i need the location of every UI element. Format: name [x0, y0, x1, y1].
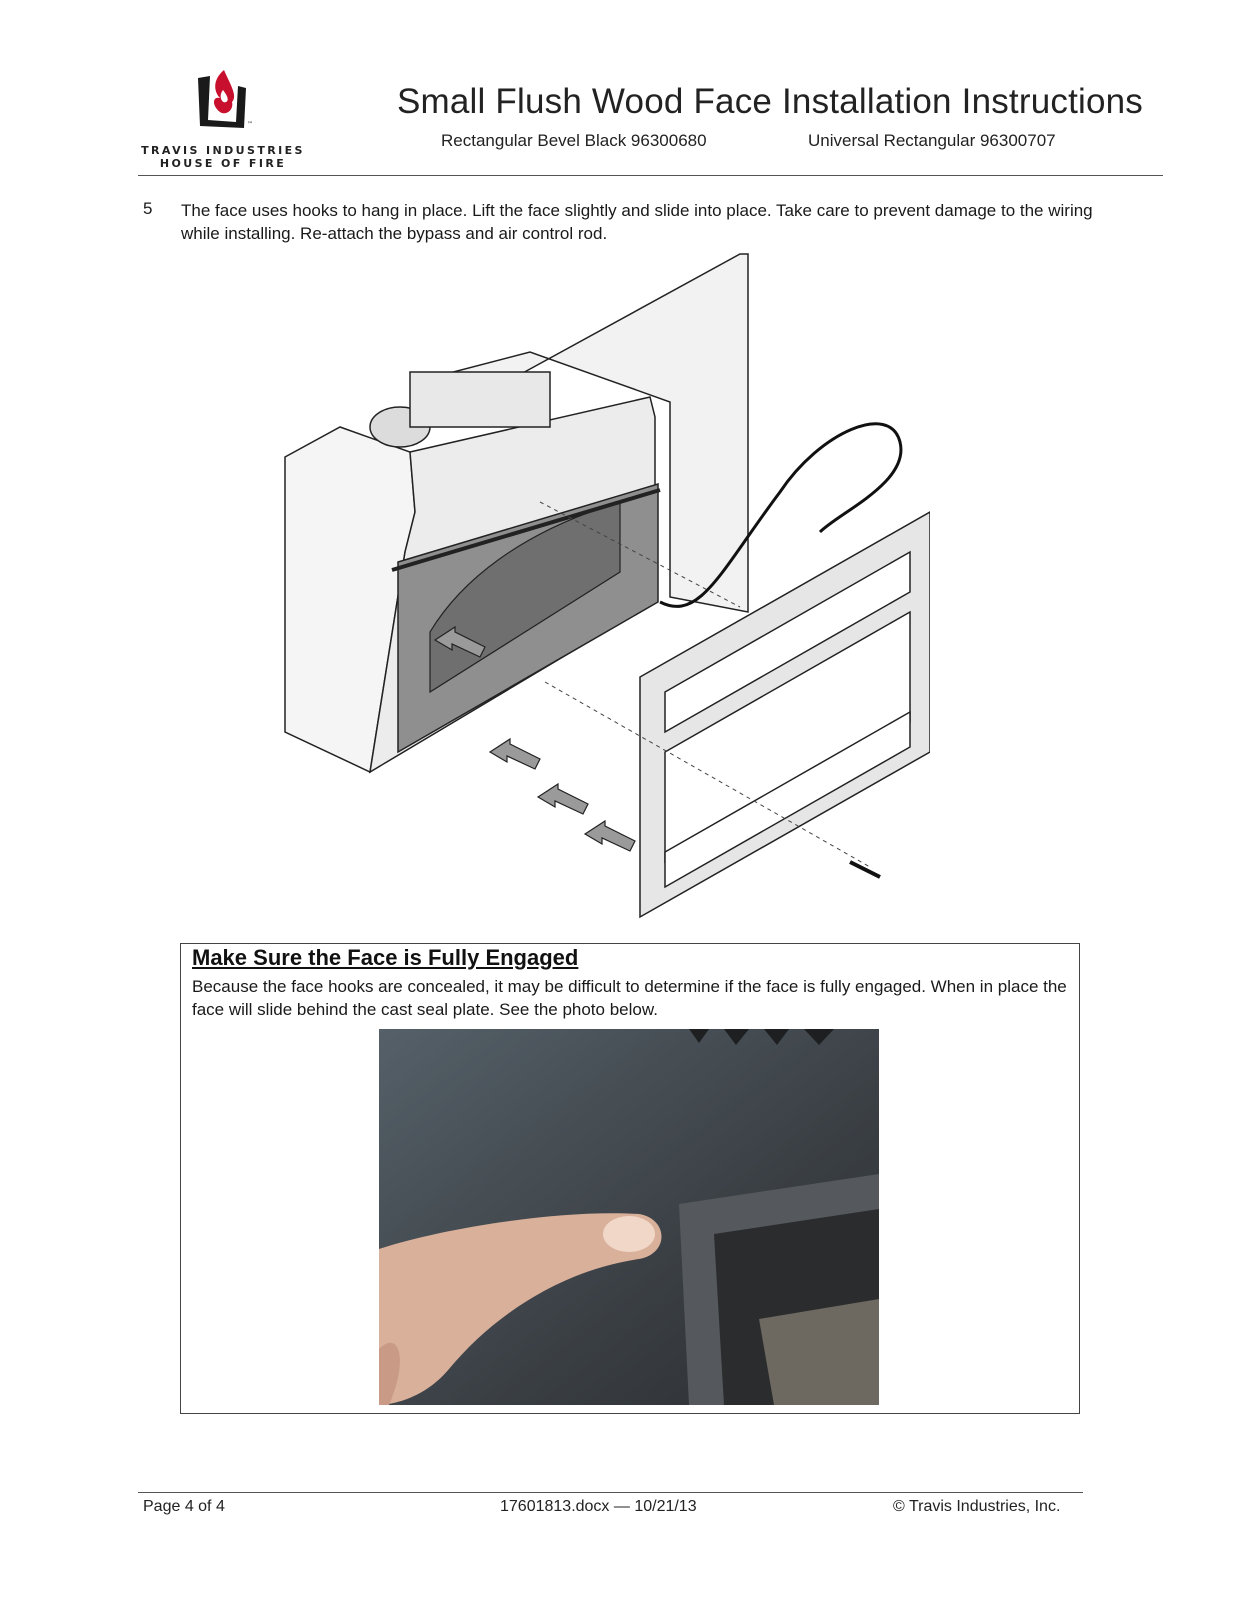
- arrow-icon: [538, 784, 588, 814]
- subtitle-model-bevel: Rectangular Bevel Black 96300680: [441, 131, 707, 150]
- footer-divider: [138, 1492, 1083, 1493]
- document-id: 17601813.docx — 10/21/13: [500, 1498, 697, 1515]
- header-divider: [138, 175, 1163, 176]
- installation-diagram: [280, 252, 930, 922]
- note-body: Because the face hooks are concealed, it may be difficult to determine if the face is fully engaged. When in place the face will slide behind the cast seal plate. See the photo below.: [192, 977, 1067, 1019]
- company-logo: [138, 66, 308, 176]
- logo-line1: TRAVIS INDUSTRIES: [141, 144, 305, 157]
- subtitle-model-universal: Universal Rectangular 96300707: [808, 131, 1056, 150]
- engaged-face-photo: [379, 1029, 879, 1405]
- page-title: Small Flush Wood Face Installation Instructions: [396, 82, 1144, 121]
- top-duct: [410, 372, 550, 427]
- copyright: © Travis Industries, Inc.: [893, 1498, 1061, 1515]
- flame-logo-icon: [190, 66, 256, 130]
- arrow-icon: [490, 739, 540, 769]
- note-title: Make Sure the Face is Fully Engaged: [192, 945, 579, 970]
- logo-line2: HOUSE OF FIRE: [159, 157, 287, 170]
- page-number: Page 4 of 4: [143, 1498, 225, 1515]
- step-number: 5: [143, 199, 153, 218]
- arrow-icon: [585, 821, 635, 851]
- svg-text:™: ™: [247, 121, 253, 128]
- note-box: [180, 943, 1080, 1414]
- step-instructions: The face uses hooks to hang in place. Lift the face slightly and slide into place. Take care to prevent damage to the wiring while installing. Re-attach the bypass and air control rod.: [181, 201, 1093, 243]
